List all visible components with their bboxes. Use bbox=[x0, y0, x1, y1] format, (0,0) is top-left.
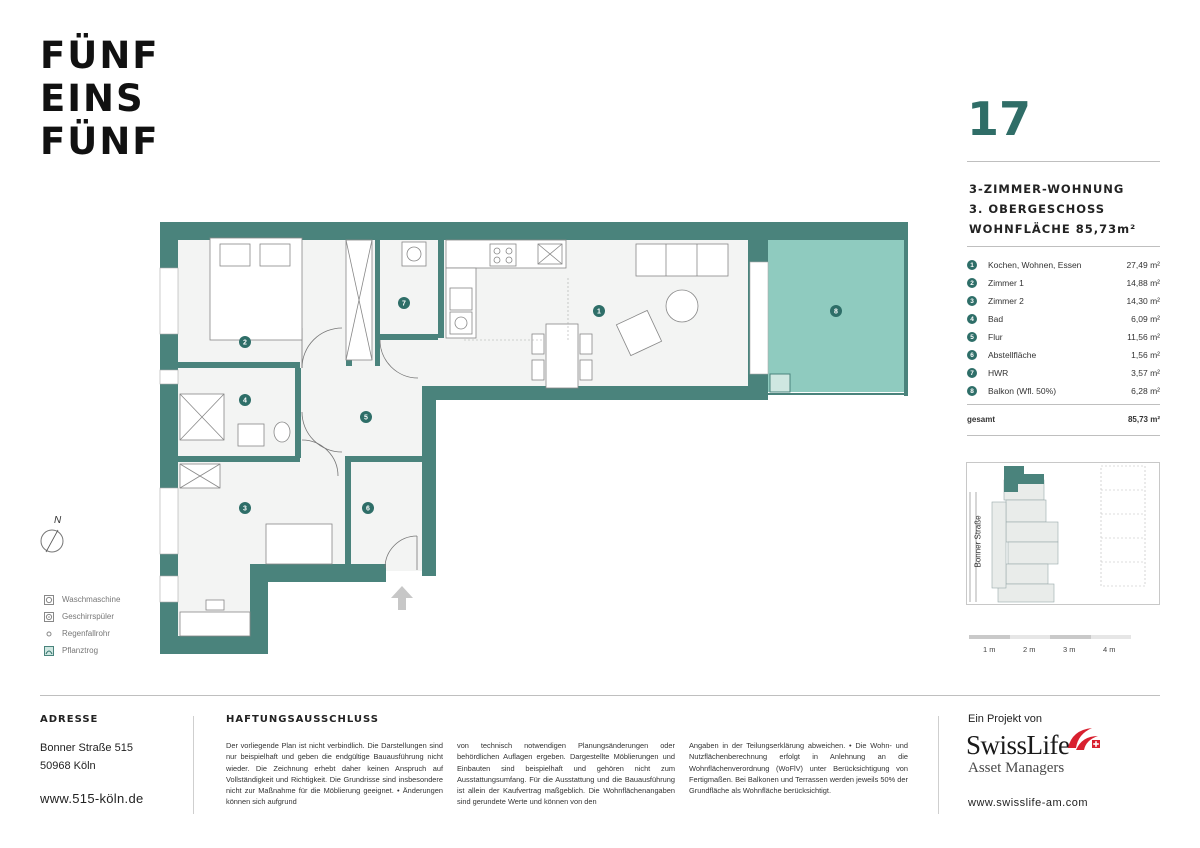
compass-north-label: N bbox=[54, 515, 62, 526]
unit-info bbox=[969, 179, 1136, 239]
room-badge-2 bbox=[239, 336, 251, 348]
room-area: 1,56 m² bbox=[1131, 350, 1160, 360]
svg-text:3: 3 bbox=[243, 505, 247, 513]
compass bbox=[38, 513, 68, 555]
room-area: 27,49 m² bbox=[1126, 260, 1160, 270]
room-badge-4 bbox=[239, 394, 251, 406]
disclaimer-col-2: von technisch notwendigen Planungsänderungen oder behördlichen Auflagen ergeben. Dargestellte Möblierungen und Einbauten sind beispielhaft und gehören nicht zum Ausstattungsumfang. Für die Ausstattung und die Bauausführung ist allein der Kaufvertrag maßgeblich. Die Wohnflächenangaben sind gerundete Werte und können von den bbox=[457, 741, 675, 807]
room-area: 14,30 m² bbox=[1126, 296, 1160, 306]
project-website-link[interactable]: www.515-köln.de bbox=[40, 791, 144, 806]
dishwasher-icon bbox=[44, 612, 54, 622]
room-row bbox=[967, 310, 1160, 328]
disclaimer-col-3: Angaben in der Teilungserklärung abweichen. • Die Wohn- und Nutzflächenberechnung erfolgt in Anlehnung an die Wohnflächenverordnung (WoFlV) unter Berücksichtigung von Fertigmaßen. Bei Balkonen und Terrassen werden jeweils 50% der Grundfläche als Wohnfläche berücksichtigt. bbox=[689, 741, 908, 796]
room-name: Zimmer 2 bbox=[988, 296, 1024, 306]
legend-label: Geschirrspüler bbox=[62, 612, 115, 621]
disclaimer-heading: HAFTUNGSAUSSCHLUSS bbox=[226, 714, 379, 725]
swisslife-logo-icon bbox=[1064, 724, 1102, 754]
room-area: 11,56 m² bbox=[1127, 332, 1160, 342]
room-name: Kochen, Wohnen, Essen bbox=[988, 260, 1082, 270]
address-heading: ADRESSE bbox=[40, 714, 99, 725]
legend-label: Pflanztrog bbox=[62, 646, 99, 655]
svg-text:4: 4 bbox=[243, 397, 247, 405]
legend-item bbox=[44, 625, 120, 642]
room-number-badge: 2 bbox=[967, 278, 977, 288]
room-row bbox=[967, 346, 1160, 364]
scale-segment bbox=[1091, 635, 1132, 639]
divider bbox=[967, 435, 1160, 436]
svg-text:6: 6 bbox=[366, 505, 370, 513]
room-area: 3,57 m² bbox=[1131, 368, 1160, 378]
logo-line-1: FÜNF bbox=[40, 34, 160, 77]
total-area: 85,73 m² bbox=[1127, 414, 1160, 424]
divider bbox=[967, 246, 1160, 247]
room-name: Flur bbox=[988, 332, 1003, 342]
unit-type: 3-ZIMMER-WOHNUNG bbox=[969, 182, 1125, 196]
address-street: Bonner Straße 515 bbox=[40, 742, 133, 754]
total-row bbox=[967, 409, 1160, 429]
address-city: 50968 Köln bbox=[40, 760, 96, 772]
project-logo bbox=[40, 34, 160, 163]
scale-segment bbox=[1050, 635, 1091, 639]
room-table bbox=[967, 256, 1160, 436]
legend bbox=[44, 591, 120, 659]
legend-item bbox=[44, 608, 120, 625]
room-area: 6,09 m² bbox=[1131, 314, 1160, 324]
scale-label-1: 1 m bbox=[983, 645, 996, 654]
address-block bbox=[40, 739, 133, 775]
downpipe-icon bbox=[44, 629, 54, 639]
unit-area: WOHNFLÄCHE 85,73m² bbox=[969, 222, 1137, 236]
svg-text:2: 2 bbox=[243, 339, 247, 347]
room-badge-7 bbox=[398, 297, 410, 309]
logo-line-2: EINS bbox=[40, 77, 145, 120]
room-badge-8 bbox=[830, 305, 842, 317]
unit-number: 17 bbox=[967, 92, 1032, 146]
scale-label-4: 4 m bbox=[1103, 645, 1116, 654]
sofa bbox=[636, 244, 728, 276]
scale-label-2: 2 m bbox=[1023, 645, 1036, 654]
footer-separator bbox=[193, 716, 194, 814]
divider bbox=[967, 161, 1160, 162]
brand-subtitle: Asset Managers bbox=[968, 760, 1065, 776]
room-number-badge: 6 bbox=[967, 350, 977, 360]
room-row bbox=[967, 364, 1160, 382]
total-label: gesamt bbox=[967, 414, 996, 424]
logo-line-3: FÜNF bbox=[40, 120, 160, 163]
room-badge-5 bbox=[360, 411, 372, 423]
wardrobe bbox=[346, 240, 372, 360]
room-row bbox=[967, 274, 1160, 292]
legend-item bbox=[44, 642, 120, 659]
room-number-badge: 1 bbox=[967, 260, 977, 270]
entrance-arrow-icon bbox=[391, 586, 413, 610]
scale-bar bbox=[969, 635, 1131, 639]
svg-text:8: 8 bbox=[834, 308, 838, 316]
planter-icon bbox=[44, 646, 54, 656]
room-name: Balkon (Wfl. 50%) bbox=[988, 386, 1057, 396]
room-row bbox=[967, 256, 1160, 274]
planter-icon bbox=[770, 374, 790, 392]
scale-segment bbox=[969, 635, 1010, 639]
svg-text:5: 5 bbox=[364, 414, 368, 422]
room-number-badge: 3 bbox=[967, 296, 977, 306]
floor-plan bbox=[150, 218, 915, 658]
room-row bbox=[967, 328, 1160, 346]
svg-text:1: 1 bbox=[597, 308, 601, 316]
room-number-badge: 7 bbox=[967, 368, 977, 378]
room-name: Abstellfläche bbox=[988, 350, 1037, 360]
scale-segment bbox=[1010, 635, 1051, 639]
room-number-badge: 5 bbox=[967, 332, 977, 342]
brand-name: SwissLife bbox=[966, 730, 1070, 760]
legend-label: Regenfallrohr bbox=[62, 629, 111, 638]
coffee-table bbox=[666, 290, 698, 322]
project-by-label: Ein Projekt von bbox=[968, 713, 1042, 725]
footer-separator bbox=[938, 716, 939, 814]
room-name: Zimmer 1 bbox=[988, 278, 1024, 288]
street-label: Bonner Straße bbox=[973, 515, 983, 568]
brand-website-link[interactable]: www.swisslife-am.com bbox=[968, 797, 1089, 809]
disclaimer-col-1: Der vorliegende Plan ist nicht verbindlich. Die Darstellungen sind nur beispielhaft und geben die endgültige Bauausführung nicht wieder. Die Zeichnung erhebt daher keinen Anspruch auf Vollständigkeit und Richtigkeit. Die Grundrisse sind insbesondere nicht zur Maßnahme für die Möblierung geeignet. • Änderungen können sich aufgrund bbox=[226, 741, 443, 807]
scale-label-3: 3 m bbox=[1063, 645, 1076, 654]
room-name: Bad bbox=[988, 314, 1004, 324]
legend-item bbox=[44, 591, 120, 608]
room-area: 14,88 m² bbox=[1126, 278, 1160, 288]
bed bbox=[210, 238, 302, 340]
room-badge-6 bbox=[362, 502, 374, 514]
room-badge-3 bbox=[239, 502, 251, 514]
room-name: HWR bbox=[988, 368, 1009, 378]
site-plan bbox=[966, 462, 1161, 605]
divider bbox=[967, 404, 1160, 405]
room-number-badge: 4 bbox=[967, 314, 977, 324]
washing-machine-icon bbox=[44, 595, 54, 605]
unit-floor: 3. OBERGESCHOSS bbox=[969, 202, 1106, 216]
room-row bbox=[967, 292, 1160, 310]
room-area: 6,28 m² bbox=[1131, 386, 1160, 396]
legend-label: Waschmaschine bbox=[62, 595, 121, 604]
footer-divider bbox=[40, 695, 1160, 696]
room-number-badge: 8 bbox=[967, 386, 977, 396]
room-row bbox=[967, 382, 1160, 400]
svg-text:7: 7 bbox=[402, 300, 406, 308]
room-badge-1 bbox=[593, 305, 605, 317]
